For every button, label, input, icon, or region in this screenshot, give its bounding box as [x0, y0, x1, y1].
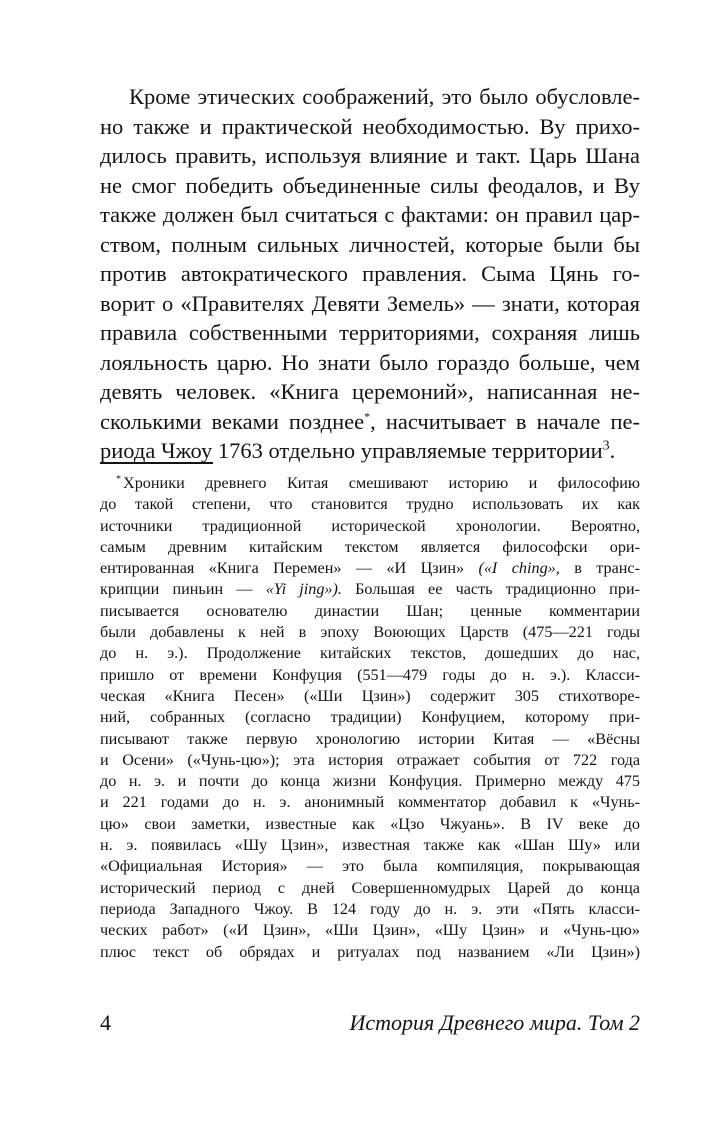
- main-line: ством, полным сильных личностей, которые были бы: [100, 231, 640, 257]
- main-line: Кроме этических соображений, это было обусловле-: [129, 84, 640, 109]
- main-line: против автократического правления. Сыма Цянь го-: [100, 261, 640, 286]
- footnote-line: писывается основателю династии Шан; ценные комментарии: [100, 601, 640, 620]
- footnote-line: источники традиционной исторической хронологии. Вероятно,: [100, 516, 640, 535]
- footnote-line: и 221 годами до н. э. анонимный комментатор добавил к «Чунь-: [100, 793, 640, 812]
- footnote-line: н. э. появилась «Шу Цзин», известная также как «Шан Шу» или: [100, 836, 640, 855]
- main-line: но также и практической необходимостью. Ву прихо-: [100, 113, 640, 139]
- footnote-line: до н. э. и почти до конца жизни Конфуция. Примерно между 475: [100, 772, 640, 791]
- footnote-line: до н. э.). Продолжение китайских текстов, дошедших до нас,: [100, 644, 640, 663]
- footnote-line: плюс текст об обрядах и ритуалах под названием «Ли Цзин»): [100, 942, 640, 961]
- footnote: [100, 473, 640, 963]
- main-line: лояльность царю. Но знати было гораздо больше, чем: [100, 349, 640, 375]
- main-line: девять человек. «Книга церемоний», написанная не-: [100, 379, 640, 404]
- footnote-line: писывают также первую хронологию истории Китая — «Вёсны: [100, 729, 640, 748]
- footnote-line-text: Большая ее часть традиционно при-: [341, 580, 640, 599]
- main-line: правила собственными территориями, сохраняя лишь: [100, 320, 640, 345]
- footnote-line: [100, 579, 640, 600]
- main-line: дилось править, используя влияние и такт. Царь Шана: [100, 143, 640, 168]
- main-line-text: сколькими веками позднее: [100, 408, 365, 434]
- footnote-line: цю» свои заметки, известные как «Цзо Чжуань». В IV веке до: [100, 814, 640, 833]
- footnote-italic-text: («I ching»,: [478, 559, 560, 578]
- footnote-line: исторический период с дней Совершенномудрых Царей до конца: [100, 878, 640, 897]
- endnote-reference[interactable]: 3: [602, 438, 610, 454]
- footnote-line: самым древним китайским текстом является философски ори-: [100, 537, 640, 556]
- footnote-line: до такой степени, что становится трудно использовать их как: [100, 495, 640, 514]
- footnote-line-text: ентированная «Книга Перемен» — «И Цзин»: [100, 559, 479, 578]
- footnote-line: ческая «Книга Песен» («Ши Цзин») содержит 305 стихотворе-: [100, 686, 640, 705]
- footnote-line: [100, 558, 640, 579]
- main-line-text: риода Чжоу 1763 отдельно управляемые территории: [100, 438, 603, 463]
- footnote-mark[interactable]: *: [364, 409, 371, 423]
- footnote-line: и Осени» («Чунь-цю»); эта история отражает события от 722 года: [100, 750, 640, 769]
- footnote-line: были добавлены к ней в эпоху Воюющих Царств (475—221 годы: [100, 623, 640, 642]
- footnote-line: периода Западного Чжоу. В 124 году до н. э. эти «Пять класси-: [100, 899, 640, 918]
- main-line-text: .: [609, 438, 616, 463]
- footnote-line-text: крипции пиньин —: [100, 580, 266, 599]
- footnote-line: пришло от времени Конфуция (551—479 годы до н. э.). Класси-: [100, 665, 640, 684]
- main-line: не смог победить объединенные силы феодалов, и Ву: [100, 172, 640, 198]
- running-title: История Древнего мира. Том 2: [349, 1010, 640, 1035]
- footnote-line: [100, 473, 640, 494]
- footnote-line: «Официальная История» — это была компиляция, покрывающая: [100, 857, 640, 876]
- page-number: 4: [100, 1010, 111, 1035]
- footnote-line: ний, собранных (согласно традиции) Конфуцием, которому при-: [100, 708, 640, 727]
- footnote-marker: *: [116, 473, 121, 485]
- footnote-separator: [100, 462, 213, 464]
- main-line: ворит о «Правителях Девяти Земель» — знати, которая: [100, 290, 640, 316]
- footnote-line-text: в транс-: [559, 559, 640, 578]
- main-line-text: , насчитывает в начале пе-: [370, 408, 640, 434]
- footnote-line: ческих работ» («И Цзин», «Ши Цзин», «Шу Цзин» и «Чунь-цю»: [100, 921, 640, 940]
- footnote-italic-text: «Yi jing»).: [265, 580, 342, 599]
- main-line: также должен был считаться с фактами: он правил цар-: [100, 202, 640, 227]
- main-line: [100, 407, 640, 437]
- main-text: [100, 82, 640, 466]
- footnote-line-text: Хроники древнего Китая смешивают историю и философию: [123, 474, 640, 492]
